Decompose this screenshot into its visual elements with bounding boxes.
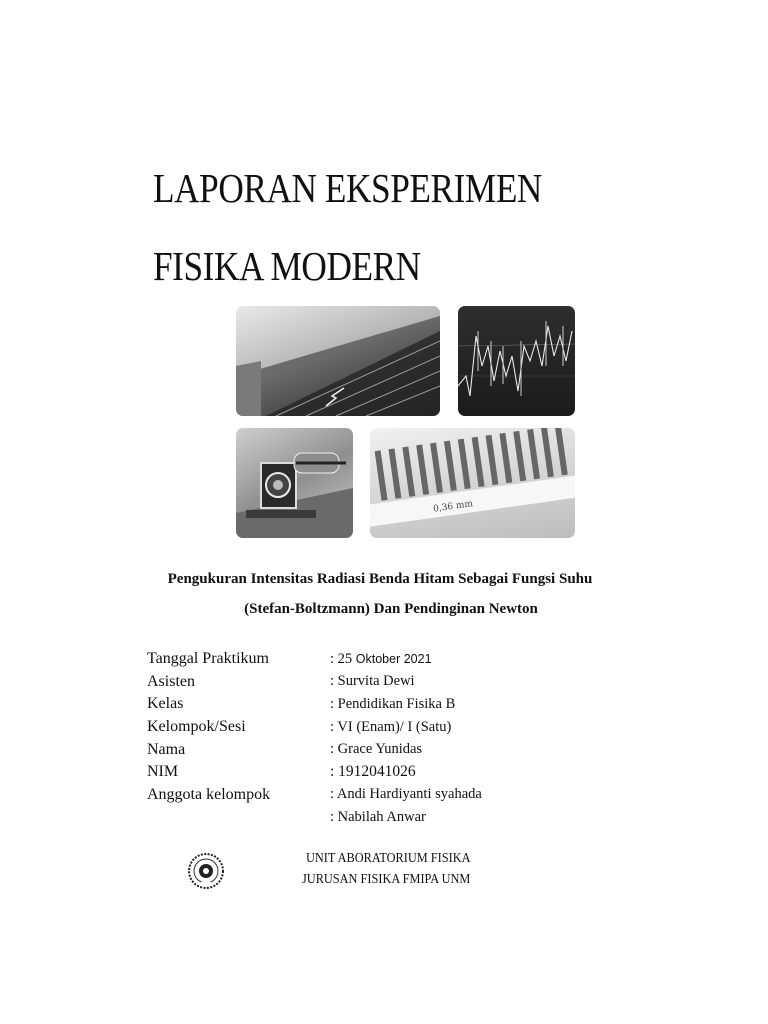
info-row-tanggal: [147, 648, 482, 671]
info-label-kelompok: Kelompok/Sesi: [147, 718, 246, 736]
info-value-kelas: : Pendidikan Fisika B: [330, 695, 456, 712]
report-info-table: [147, 648, 482, 829]
footer-unit-line1: UNIT ABORATORIUM FISIKA: [306, 851, 471, 866]
info-value-anggota-2: : Nabilah Anwar: [330, 808, 426, 825]
unm-logo-icon: [187, 852, 225, 890]
info-row-nim: [147, 761, 482, 784]
info-value-anggota-1: : Andi Hardiyanti syahada: [330, 786, 482, 803]
info-label-nim: NIM: [147, 763, 179, 781]
report-title-line2: FISIKA MODERN: [153, 243, 421, 289]
info-value-kelompok: : VI (Enam)/ I (Satu): [330, 718, 452, 735]
info-value-nama: : Grace Yunidas: [330, 741, 423, 758]
info-value-asisten: : Survita Dewi: [330, 673, 415, 690]
info-row-kelas: [147, 693, 482, 716]
report-title-line1: LAPORAN EKSPERIMEN: [153, 165, 542, 211]
info-row-nama: [147, 738, 482, 761]
info-value-nim: : 1912041026: [330, 763, 416, 781]
report-subtitle-line2: (Stefan-Boltzmann) Dan Pendinginan Newton: [244, 601, 538, 617]
lab-apparatus-photo: [236, 428, 353, 538]
info-label-tanggal: Tanggal Praktikum: [147, 650, 269, 668]
tanggal-day: 25: [337, 650, 356, 667]
tanggal-sep: :: [330, 650, 338, 667]
info-label-anggota: Anggota kelompok: [147, 785, 271, 803]
solar-panel-photo: [236, 306, 440, 416]
info-label-kelas: Kelas: [147, 695, 184, 713]
scale-label: 0,36 mm: [432, 499, 474, 515]
info-row-asisten: [147, 671, 482, 694]
tanggal-month-year: Oktober 2021: [355, 651, 432, 666]
report-subtitle-line1: Pengukuran Intensitas Radiasi Benda Hitam Sebagai Fungsi Suhu: [167, 571, 593, 587]
info-label-asisten: Asisten: [147, 672, 195, 690]
info-row-anggota-2: [147, 806, 482, 829]
measurement-scale-photo: [370, 428, 575, 538]
info-value-tanggal: [330, 651, 432, 668]
info-label-nama: Nama: [147, 740, 186, 758]
footer-unit-line2: JURUSAN FISIKA FMIPA UNM: [302, 872, 471, 887]
stock-graph-photo: [458, 306, 575, 416]
info-row-kelompok: [147, 716, 482, 739]
info-row-anggota: [147, 784, 482, 807]
